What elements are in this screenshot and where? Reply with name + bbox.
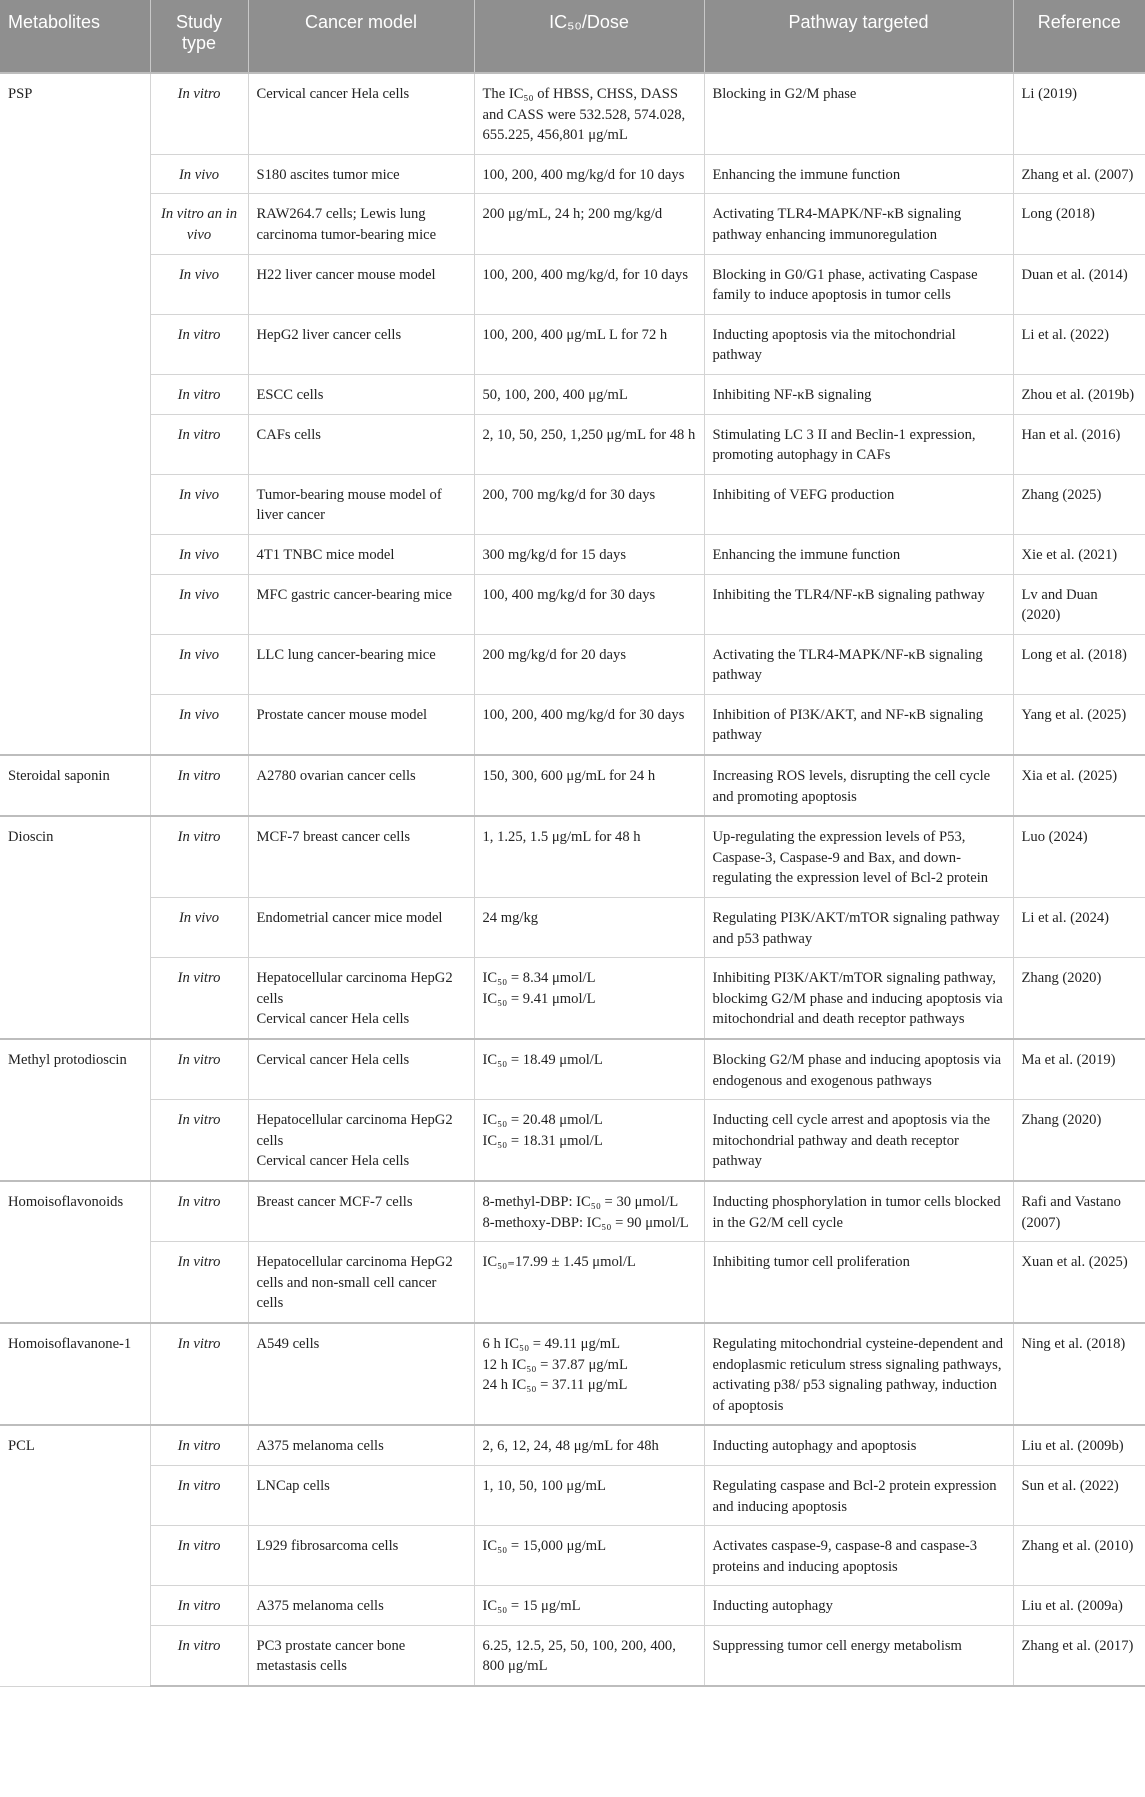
table-row xyxy=(0,755,1145,816)
metabolite-cell: Dioscin xyxy=(0,816,150,1039)
pathway-cell: Activating TLR4-MAPK/NF-κB signaling pathway enhancing immunoregulation xyxy=(704,194,1013,254)
reference-cell: Long (2018) xyxy=(1013,194,1145,254)
reference-cell: Luo (2024) xyxy=(1013,816,1145,897)
table-row xyxy=(0,414,1145,474)
pathway-cell: Suppressing tumor cell energy metabolism xyxy=(704,1625,1013,1686)
reference-cell: Lv and Duan (2020) xyxy=(1013,574,1145,634)
pathway-cell: Activating the TLR4-MAPK/NF-κB signaling pathway xyxy=(704,634,1013,694)
cancer-model-cell: ESCC cells xyxy=(248,374,474,414)
ic50-dose-cell: 24 mg/kg xyxy=(474,898,704,958)
cancer-model-cell: LNCap cells xyxy=(248,1465,474,1525)
study-type-cell: In vitro xyxy=(150,1465,248,1525)
table-row xyxy=(0,958,1145,1039)
reference-cell: Zhang et al. (2017) xyxy=(1013,1625,1145,1686)
ic50-dose-cell: The IC₅₀ of HBSS, CHSS, DASS and CASS were 532.528, 574.028, 655.225, 456,801 μg/mL xyxy=(474,73,704,154)
study-type-cell: In vitro xyxy=(150,816,248,897)
cancer-model-cell: S180 ascites tumor mice xyxy=(248,154,474,194)
ic50-dose-cell: 6 h IC₅₀ = 49.11 μg/mL 12 h IC₅₀ = 37.87 μg/mL 24 h IC₅₀ = 37.11 μg/mL xyxy=(474,1323,704,1425)
cancer-model-cell: 4T1 TNBC mice model xyxy=(248,534,474,574)
study-type-cell: In vitro xyxy=(150,755,248,816)
ic50-dose-cell: IC₅₀ = 8.34 μmol/L IC₅₀ = 9.41 μmol/L xyxy=(474,958,704,1039)
pathway-cell: Inhibiting NF-κB signaling xyxy=(704,374,1013,414)
pathway-cell: Inhibiting tumor cell proliferation xyxy=(704,1242,1013,1323)
cancer-model-cell: Endometrial cancer mice model xyxy=(248,898,474,958)
ic50-dose-cell: 200, 700 mg/kg/d for 30 days xyxy=(474,474,704,534)
cancer-model-cell: CAFs cells xyxy=(248,414,474,474)
ic50-dose-cell: 200 mg/kg/d for 20 days xyxy=(474,634,704,694)
pathway-cell: Inducting autophagy xyxy=(704,1586,1013,1626)
reference-cell: Liu et al. (2009b) xyxy=(1013,1425,1145,1465)
ic50-dose-cell: IC₅₀ = 20.48 μmol/L IC₅₀ = 18.31 μmol/L xyxy=(474,1100,704,1181)
study-type-cell: In vitro xyxy=(150,1625,248,1686)
ic50-dose-cell: IC₅₀₌17.99 ± 1.45 μmol/L xyxy=(474,1242,704,1323)
reference-cell: Li (2019) xyxy=(1013,73,1145,154)
metabolite-cell: PCL xyxy=(0,1425,150,1686)
pathway-cell: Enhancing the immune function xyxy=(704,154,1013,194)
study-type-cell: In vivo xyxy=(150,154,248,194)
reference-cell: Xuan et al. (2025) xyxy=(1013,1242,1145,1323)
table-row xyxy=(0,1526,1145,1586)
metabolite-cell: Steroidal saponin xyxy=(0,755,150,816)
table-row xyxy=(0,1323,1145,1425)
reference-cell: Ning et al. (2018) xyxy=(1013,1323,1145,1425)
reference-cell: Liu et al. (2009a) xyxy=(1013,1586,1145,1626)
reference-cell: Rafi and Vastano (2007) xyxy=(1013,1181,1145,1242)
pathway-cell: Inducting phosphorylation in tumor cells blocked in the G2/M cell cycle xyxy=(704,1181,1013,1242)
cancer-model-cell: MCF-7 breast cancer cells xyxy=(248,816,474,897)
table-row xyxy=(0,634,1145,694)
reference-cell: Li et al. (2024) xyxy=(1013,898,1145,958)
reference-cell: Zhang et al. (2007) xyxy=(1013,154,1145,194)
cancer-model-cell: MFC gastric cancer-bearing mice xyxy=(248,574,474,634)
table-row xyxy=(0,474,1145,534)
pathway-cell: Inhibiting PI3K/AKT/mTOR signaling pathway, blockimg G2/M phase and inducing apoptosis via mitochondrial and death receptor pathways xyxy=(704,958,1013,1039)
table-row xyxy=(0,1465,1145,1525)
study-type-cell: In vivo xyxy=(150,634,248,694)
study-type-cell: In vitro xyxy=(150,958,248,1039)
table-row xyxy=(0,1039,1145,1100)
cancer-model-cell: Breast cancer MCF-7 cells xyxy=(248,1181,474,1242)
ic50-dose-cell: 100, 200, 400 mg/kg/d for 30 days xyxy=(474,694,704,755)
reference-cell: Zhou et al. (2019b) xyxy=(1013,374,1145,414)
ic50-dose-cell: 100, 200, 400 μg/mL L for 72 h xyxy=(474,314,704,374)
reference-cell: Zhang (2020) xyxy=(1013,958,1145,1039)
study-type-cell: In vitro xyxy=(150,1100,248,1181)
table-row xyxy=(0,73,1145,154)
cancer-model-cell: LLC lung cancer-bearing mice xyxy=(248,634,474,694)
reference-cell: Zhang et al. (2010) xyxy=(1013,1526,1145,1586)
pathway-cell: Blocking in G0/G1 phase, activating Caspase family to induce apoptosis in tumor cells xyxy=(704,254,1013,314)
ic50-dose-cell: 1, 1.25, 1.5 μg/mL for 48 h xyxy=(474,816,704,897)
ic50-dose-cell: 6.25, 12.5, 25, 50, 100, 200, 400, 800 μg/mL xyxy=(474,1625,704,1686)
pathway-cell: Enhancing the immune function xyxy=(704,534,1013,574)
table-row xyxy=(0,1586,1145,1626)
cancer-model-cell: Prostate cancer mouse model xyxy=(248,694,474,755)
ic50-dose-cell: IC₅₀ = 15,000 μg/mL xyxy=(474,1526,704,1586)
cancer-model-cell: A375 melanoma cells xyxy=(248,1425,474,1465)
pathway-cell: Activates caspase-9, caspase-8 and caspase-3 proteins and inducing apoptosis xyxy=(704,1526,1013,1586)
ic50-dose-cell: 2, 6, 12, 24, 48 μg/mL for 48h xyxy=(474,1425,704,1465)
reference-cell: Long et al. (2018) xyxy=(1013,634,1145,694)
reference-cell: Han et al. (2016) xyxy=(1013,414,1145,474)
reference-cell: Yang et al. (2025) xyxy=(1013,694,1145,755)
table-row xyxy=(0,534,1145,574)
ic50-dose-cell: 2, 10, 50, 250, 1,250 μg/mL for 48 h xyxy=(474,414,704,474)
reference-cell: Li et al. (2022) xyxy=(1013,314,1145,374)
ic50-dose-cell: 50, 100, 200, 400 μg/mL xyxy=(474,374,704,414)
cancer-model-cell: A2780 ovarian cancer cells xyxy=(248,755,474,816)
pathway-cell: Up-regulating the expression levels of P53, Caspase-3, Caspase-9 and Bax, and down-regulating the expression level of Bcl-2 protein xyxy=(704,816,1013,897)
cancer-model-cell: Cervical cancer Hela cells xyxy=(248,73,474,154)
study-type-cell: In vivo xyxy=(150,254,248,314)
cancer-model-cell: PC3 prostate cancer bone metastasis cells xyxy=(248,1625,474,1686)
table-row xyxy=(0,154,1145,194)
reference-cell: Zhang (2025) xyxy=(1013,474,1145,534)
ic50-dose-cell: 100, 200, 400 mg/kg/d, for 10 days xyxy=(474,254,704,314)
header-metabolites: Metabolites xyxy=(0,0,150,73)
metabolite-cell: Homoisoflavonoids xyxy=(0,1181,150,1323)
pathway-cell: Regulating caspase and Bcl-2 protein expression and inducing apoptosis xyxy=(704,1465,1013,1525)
cancer-model-cell: Hepatocellular carcinoma HepG2 cells Cervical cancer Hela cells xyxy=(248,958,474,1039)
cancer-model-cell: H22 liver cancer mouse model xyxy=(248,254,474,314)
cancer-model-cell: Hepatocellular carcinoma HepG2 cells Cervical cancer Hela cells xyxy=(248,1100,474,1181)
ic50-dose-cell: 300 mg/kg/d for 15 days xyxy=(474,534,704,574)
study-type-cell: In vitro xyxy=(150,1181,248,1242)
pathway-cell: Inhibiting the TLR4/NF-κB signaling pathway xyxy=(704,574,1013,634)
cancer-model-cell: RAW264.7 cells; Lewis lung carcinoma tumor-bearing mice xyxy=(248,194,474,254)
pathway-cell: Inducting cell cycle arrest and apoptosis via the mitochondrial pathway and death receptor pathway xyxy=(704,1100,1013,1181)
ic50-dose-cell: 200 μg/mL, 24 h; 200 mg/kg/d xyxy=(474,194,704,254)
cancer-model-cell: A549 cells xyxy=(248,1323,474,1425)
header-reference: Reference xyxy=(1013,0,1145,73)
reference-cell: Duan et al. (2014) xyxy=(1013,254,1145,314)
table-row xyxy=(0,898,1145,958)
pathway-cell: Inhibition of PI3K/AKT, and NF-κB signaling pathway xyxy=(704,694,1013,755)
ic50-dose-cell: IC₅₀ = 18.49 μmol/L xyxy=(474,1039,704,1100)
ic50-dose-cell: IC₅₀ = 15 μg/mL xyxy=(474,1586,704,1626)
pathway-cell: Blocking G2/M phase and inducing apoptosis via endogenous and exogenous pathways xyxy=(704,1039,1013,1100)
header-pathway: Pathway targeted xyxy=(704,0,1013,73)
study-type-cell: In vivo xyxy=(150,898,248,958)
pathway-cell: Stimulating LC 3 II and Beclin-1 expression, promoting autophagy in CAFs xyxy=(704,414,1013,474)
reference-cell: Ma et al. (2019) xyxy=(1013,1039,1145,1100)
table-row xyxy=(0,254,1145,314)
study-type-cell: In vitro an in vivo xyxy=(150,194,248,254)
table-row xyxy=(0,314,1145,374)
cancer-model-cell: A375 melanoma cells xyxy=(248,1586,474,1626)
table-row xyxy=(0,1181,1145,1242)
header-row xyxy=(0,0,1145,73)
pathway-cell: Regulating mitochondrial cysteine-dependent and endoplasmic reticulum stress signaling pathways, activating p38/ p53 signaling pathway, induction of apoptosis xyxy=(704,1323,1013,1425)
table-row xyxy=(0,1100,1145,1181)
header-study-type: Study type xyxy=(150,0,248,73)
study-type-cell: In vitro xyxy=(150,314,248,374)
table-row xyxy=(0,1242,1145,1323)
reference-cell: Zhang (2020) xyxy=(1013,1100,1145,1181)
study-type-cell: In vitro xyxy=(150,1039,248,1100)
header-cancer-model: Cancer model xyxy=(248,0,474,73)
pathway-cell: Inhibiting of VEFG production xyxy=(704,474,1013,534)
pathway-cell: Inducting autophagy and apoptosis xyxy=(704,1425,1013,1465)
ic50-dose-cell: 150, 300, 600 μg/mL for 24 h xyxy=(474,755,704,816)
reference-cell: Xia et al. (2025) xyxy=(1013,755,1145,816)
study-type-cell: In vitro xyxy=(150,1323,248,1425)
study-type-cell: In vitro xyxy=(150,73,248,154)
ic50-dose-cell: 1, 10, 50, 100 μg/mL xyxy=(474,1465,704,1525)
pathway-cell: Increasing ROS levels, disrupting the cell cycle and promoting apoptosis xyxy=(704,755,1013,816)
study-type-cell: In vivo xyxy=(150,474,248,534)
metabolite-cell: Homoisoflavanone-1 xyxy=(0,1323,150,1425)
pathway-cell: Inducting apoptosis via the mitochondrial pathway xyxy=(704,314,1013,374)
cancer-model-cell: Tumor-bearing mouse model of liver cancer xyxy=(248,474,474,534)
pathway-cell: Blocking in G2/M phase xyxy=(704,73,1013,154)
table-body xyxy=(0,73,1145,1686)
table-row xyxy=(0,1625,1145,1686)
reference-cell: Xie et al. (2021) xyxy=(1013,534,1145,574)
ic50-dose-cell: 100, 400 mg/kg/d for 30 days xyxy=(474,574,704,634)
study-type-cell: In vivo xyxy=(150,534,248,574)
pathway-cell: Regulating PI3K/AKT/mTOR signaling pathway and p53 pathway xyxy=(704,898,1013,958)
table-row xyxy=(0,816,1145,897)
reference-cell: Sun et al. (2022) xyxy=(1013,1465,1145,1525)
ic50-dose-cell: 100, 200, 400 mg/kg/d for 10 days xyxy=(474,154,704,194)
study-type-cell: In vitro xyxy=(150,1242,248,1323)
table-row xyxy=(0,574,1145,634)
table-row xyxy=(0,1425,1145,1465)
study-type-cell: In vitro xyxy=(150,1425,248,1465)
cancer-model-cell: Hepatocellular carcinoma HepG2 cells and non-small cell cancer cells xyxy=(248,1242,474,1323)
cancer-model-cell: Cervical cancer Hela cells xyxy=(248,1039,474,1100)
study-type-cell: In vitro xyxy=(150,374,248,414)
study-type-cell: In vitro xyxy=(150,1586,248,1626)
study-type-cell: In vitro xyxy=(150,414,248,474)
cancer-model-cell: HepG2 liver cancer cells xyxy=(248,314,474,374)
metabolite-cell: Methyl protodioscin xyxy=(0,1039,150,1181)
study-type-cell: In vivo xyxy=(150,574,248,634)
ic50-dose-cell: 8-methyl-DBP: IC₅₀ = 30 μmol/L 8-methoxy-DBP: IC₅₀ = 90 μmol/L xyxy=(474,1181,704,1242)
study-type-cell: In vivo xyxy=(150,694,248,755)
table-row xyxy=(0,194,1145,254)
study-type-cell: In vitro xyxy=(150,1526,248,1586)
table-row xyxy=(0,694,1145,755)
table-row xyxy=(0,374,1145,414)
cancer-model-cell: L929 fibrosarcoma cells xyxy=(248,1526,474,1586)
metabolite-cell: PSP xyxy=(0,73,150,755)
header-ic50-dose: IC₅₀/Dose xyxy=(474,0,704,73)
